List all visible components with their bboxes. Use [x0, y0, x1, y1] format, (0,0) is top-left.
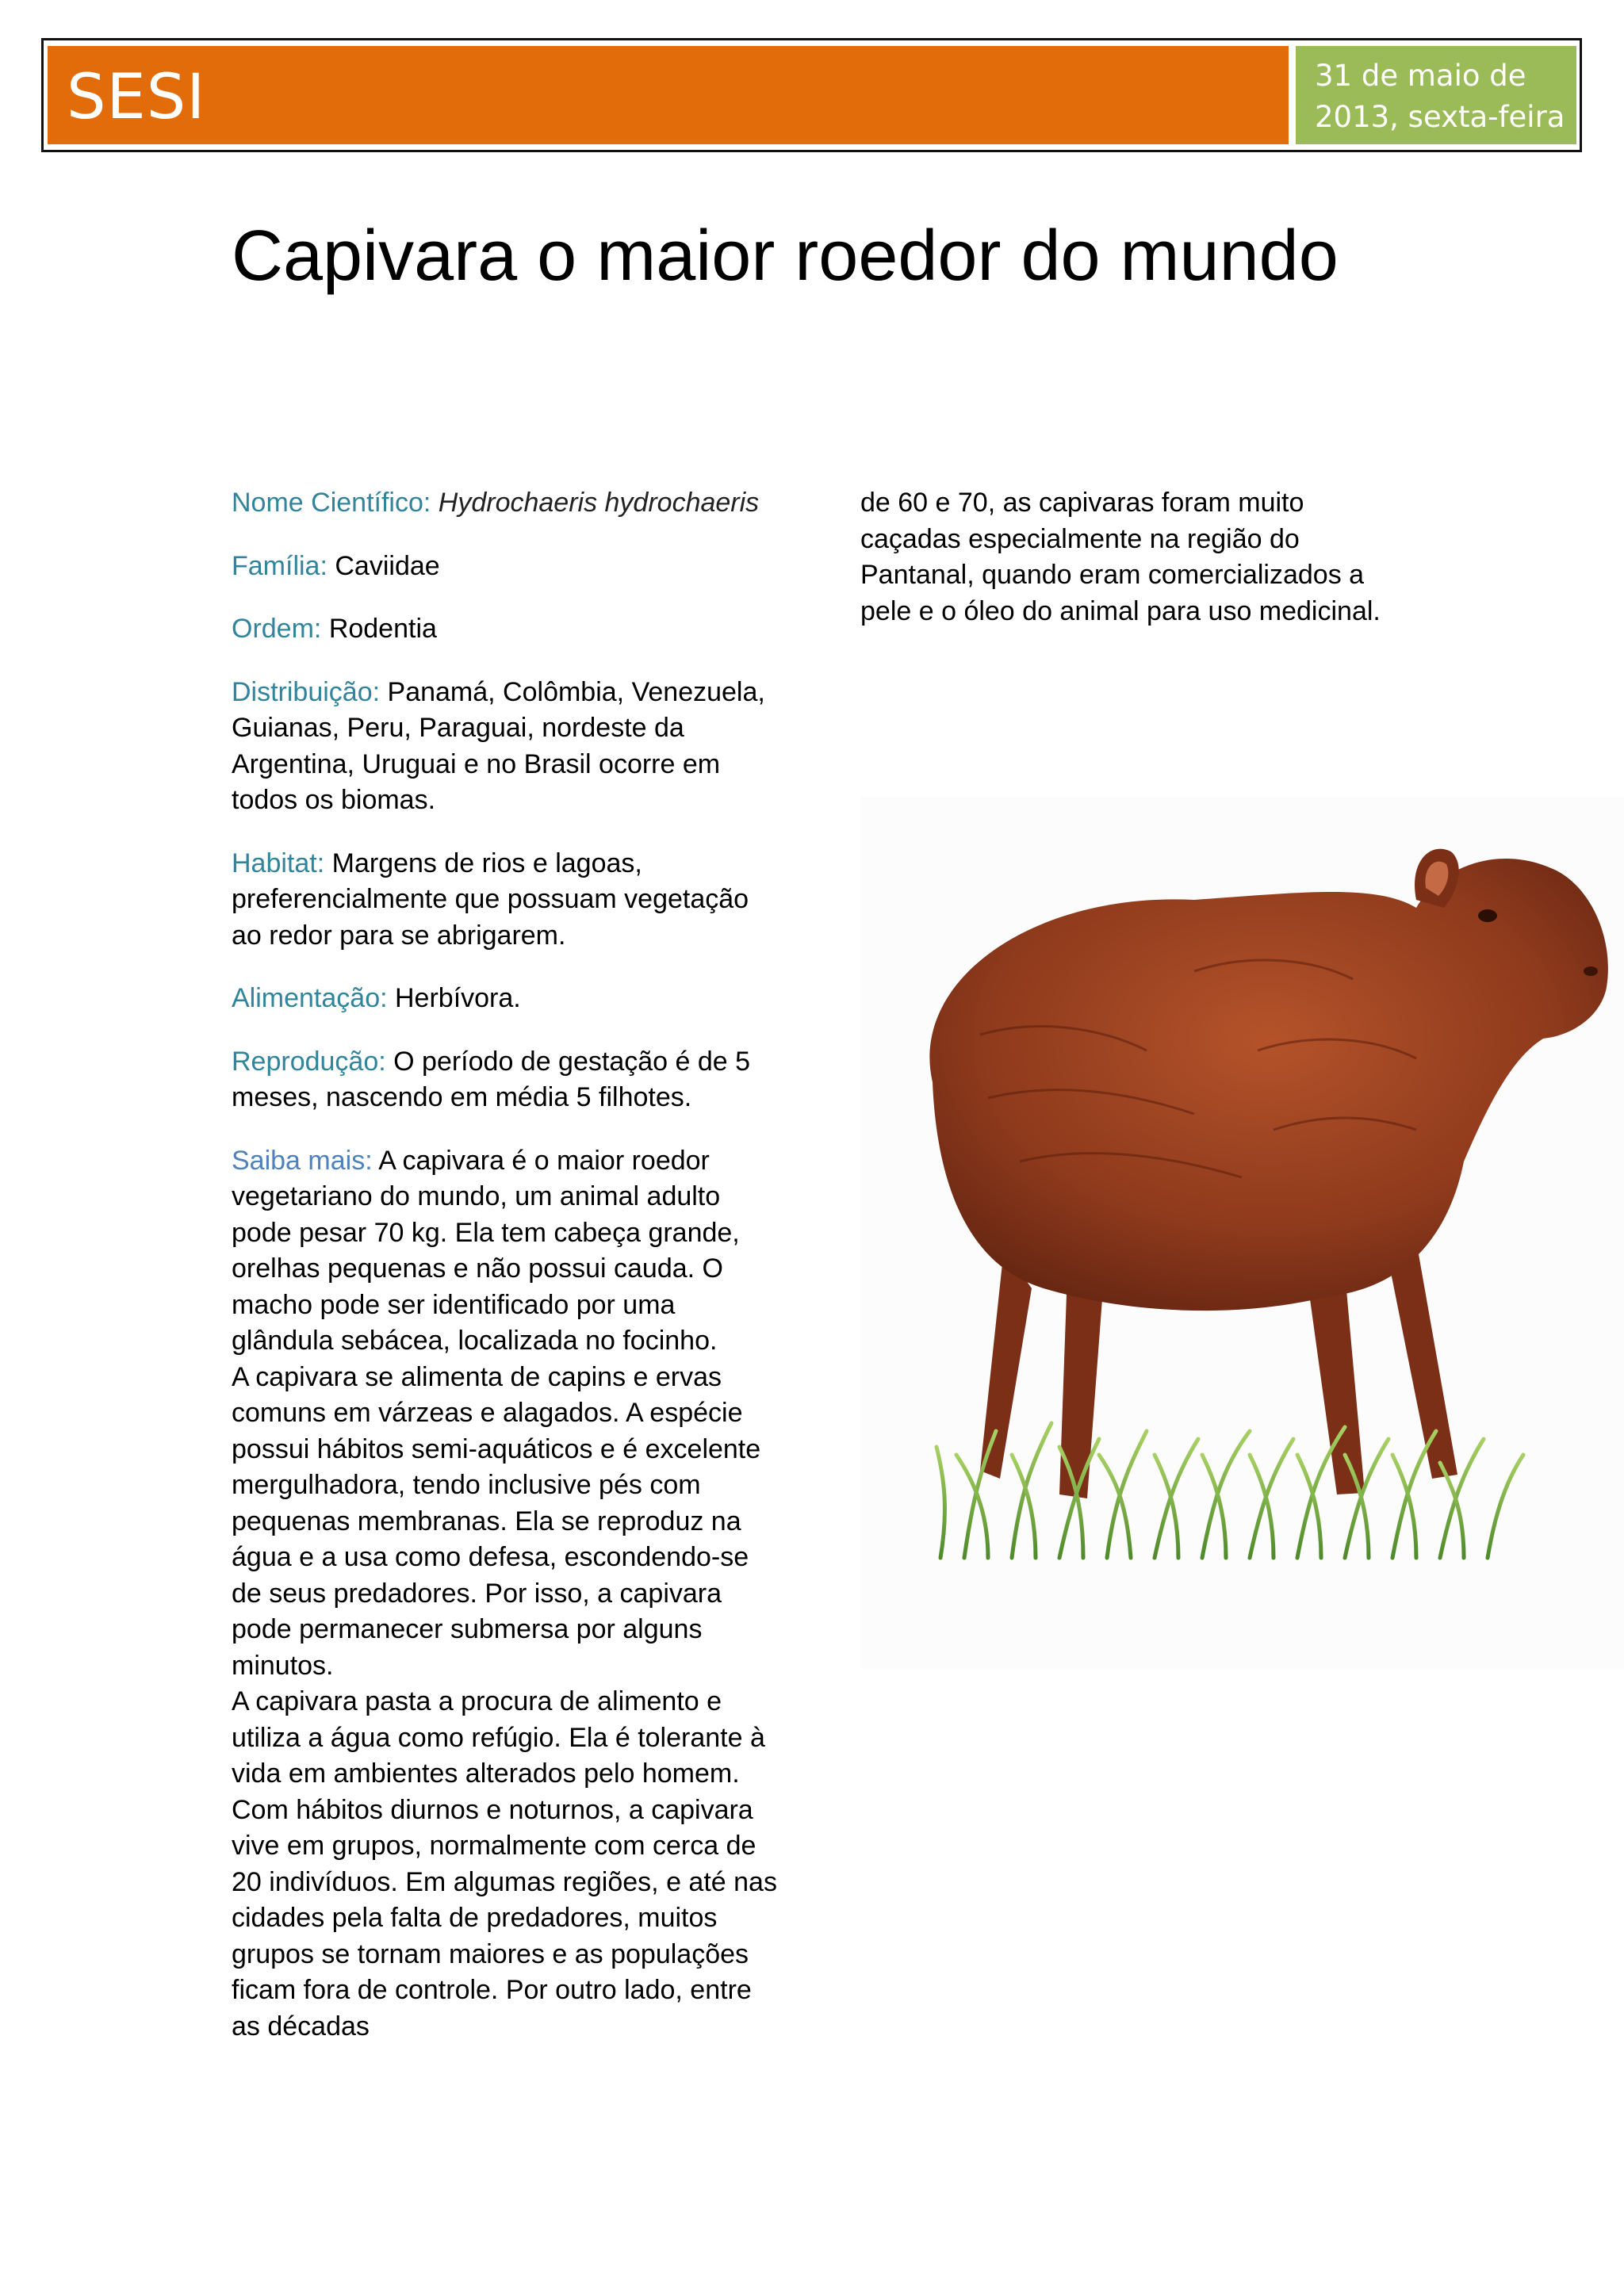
fact-label: Nome Científico:: [232, 488, 431, 518]
capybara-drawing: [861, 797, 1624, 1669]
more-info-paragraph-3: A capivara pasta a procura de alimento e utiliza a água como refúgio. Ela é tolerante à vida em ambientes alterados pelo homem. Com hábitos diurnos e noturnos, a capivara vive em grupos, normalmente com cerca de 20 indivíduos. Em algumas regiões, e até nas cidades pela falta de predadores, muitos grupos se tornam maiores e as populações ficam fora de controle. Por outro lado, entre as décadas: [232, 1686, 777, 2042]
continued-column: [860, 485, 1400, 629]
fact-value: O período de gestação é de 5 meses, nascendo em média 5 filhotes.: [232, 1046, 751, 1112]
fact-label: Alimentação:: [232, 983, 388, 1013]
fact-label: Habitat:: [232, 848, 325, 878]
header-date: [1315, 55, 1568, 138]
fact-scientific-name: [232, 485, 779, 522]
capybara-body: [929, 859, 1608, 1311]
fact-value: Herbívora.: [395, 983, 521, 1013]
fact-value: Margens de rios e lagoas, preferencialmente que possuam vegetação ao redor para se abrigarem.: [232, 848, 749, 951]
fact-family: [232, 549, 779, 585]
fact-food: [232, 981, 779, 1017]
page-title: Capivara o maior roedor do mundo: [232, 216, 1339, 296]
fact-value: Hydrochaeris hydrochaeris: [438, 488, 760, 518]
facts-column: [232, 485, 779, 2072]
header-banner: [48, 46, 1289, 144]
fact-label: Ordem:: [232, 614, 322, 644]
fact-more-info: [232, 1143, 779, 2045]
fact-label: Família:: [232, 550, 327, 581]
header-date-line-2: 2013, sexta-feira: [1315, 100, 1565, 134]
fact-label: Distribuição:: [232, 676, 381, 707]
fact-value: Rodentia: [328, 614, 437, 644]
fact-value: Panamá, Colômbia, Venezuela, Guianas, Peru, Paraguai, nordeste da Argentina, Uruguai e no Brasil ocorre em todos os biomas.: [232, 676, 765, 815]
more-info-continued: de 60 e 70, as capivaras foram muito caçadas especialmente na região do Pantanal, quando eram comercializados a pele e o óleo do animal para uso medicinal.: [860, 488, 1381, 626]
capybara-illustration: [861, 797, 1624, 1669]
fact-order: [232, 611, 779, 648]
capybara-eye: [1478, 909, 1497, 922]
fact-habitat: [232, 846, 779, 955]
fact-distribution: [232, 675, 779, 819]
fact-label: Reprodução:: [232, 1046, 386, 1077]
header-brand: SESI: [67, 62, 206, 133]
fact-reproduction: [232, 1044, 779, 1116]
fact-label: Saiba mais:: [232, 1145, 373, 1176]
fact-value: Caviidae: [335, 550, 440, 581]
fact-value: A capivara é o maior roedor vegetariano do mundo, um animal adulto pode pesar 70 kg. Ela tem cabeça grande, orelhas pequenas e não possui cauda. O macho pode ser identificado por uma glândula sebácea, localizada no focinho.: [232, 1145, 740, 1356]
header-date-line-1: 31 de maio de: [1315, 59, 1526, 93]
more-info-paragraph-2: A capivara se alimenta de capins e ervas comuns em várzeas e alagados. A espécie possui hábitos semi-aquáticos e é excelente mergulhadora, tendo inclusive pés com pequenas membranas. Ela se reproduz na água e a usa como defesa, escondendo-se de seus predadores. Por isso, a capivara pode permanecer submersa por alguns minutos.: [232, 1361, 761, 1681]
